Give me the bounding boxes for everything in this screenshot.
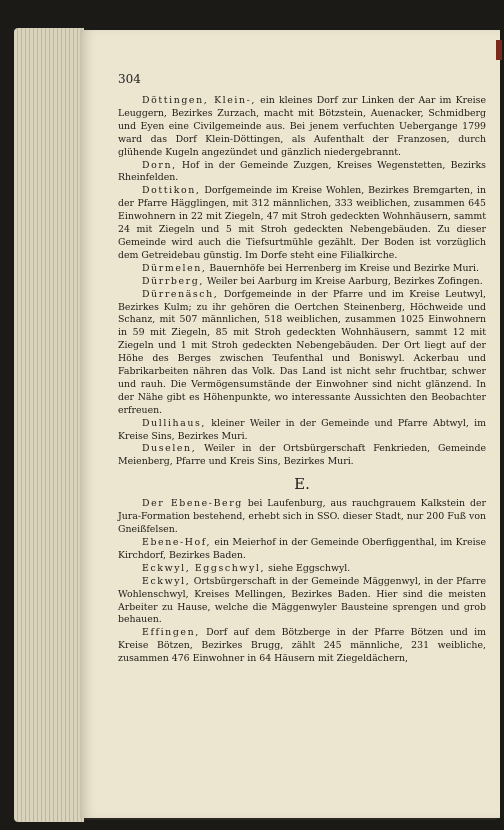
entry-headword: Eckwyl, Eggschwyl, bbox=[142, 562, 266, 574]
gazetteer-entry bbox=[118, 185, 486, 262]
entry-headword: Dorn, bbox=[142, 159, 177, 171]
entry-headword: Dürrenäsch, bbox=[142, 288, 219, 300]
gazetteer-entry bbox=[118, 498, 486, 537]
entry-body: Weiler bei Aarburg im Kreise Aarburg, Bezirkes Zofingen. bbox=[203, 275, 483, 287]
gazetteer-entry bbox=[118, 418, 486, 444]
gazetteer-text bbox=[118, 95, 486, 666]
entries-letter-e bbox=[118, 498, 486, 666]
entry-headword: Eckwyl, bbox=[142, 575, 191, 587]
entry-headword: Döttingen, Klein-, bbox=[142, 95, 257, 106]
entries-letter-d bbox=[118, 95, 486, 469]
entry-body: ein Meierhof in der Gemeinde Oberfiggenthal, im Kreise Kirchdorf, Bezirkes Baden. bbox=[118, 537, 486, 561]
gazetteer-entry bbox=[118, 160, 486, 186]
page-edges-stack bbox=[14, 28, 84, 822]
entry-body: Bauernhöfe bei Herrenberg im Kreise und Bezirke Muri. bbox=[206, 262, 479, 274]
gazetteer-entry bbox=[118, 537, 486, 563]
entry-body: kleiner Weiler in der Gemeinde und Pfarre Abtwyl, im Kreise Sins, Bezirkes Muri. bbox=[118, 417, 486, 442]
bookmark-ribbon bbox=[496, 40, 502, 60]
gazetteer-entry bbox=[118, 276, 486, 289]
entry-body: Dorfgemeinde in der Pfarre und im Kreise Leutwyl, Bezirkes Kulm; zu ihr gehören die Oertchen Steinenberg, Höchweide und Schanz, mit 507 männlichen, 518 weiblichen, zusammen 1025 Einwohnern in 59 mit Ziegeln, 85 mit Stroh gedeckten Wohnhäusern, sammt 12 mit Ziegeln und 1 mit Stroh gedeckten Nebengebäuden. Der Ort liegt auf der Höhe des Berges zwischen Teufenthal und Boniswyl. Ackerbau und Fabrikarbeiten nähren das Volk. Das Land ist nicht sehr fruchtbar, schwer und rauh. Die Vermögensumstände der Einwohner sind nicht glänzend. In der Nähe gibt es Höhenpunkte, wo interessante Aussichten den Beobachter erfreuen. bbox=[118, 288, 486, 416]
entry-headword: Ebene-Hof, bbox=[142, 537, 212, 548]
entry-body: Dorfgemeinde im Kreise Wohlen, Bezirkes Bremgarten, in der Pfarre Hägglingen, mit 312 männlichen, 333 weiblichen, zusammen 645 Einwohnern in 22 mit Ziegeln, 47 mit Stroh gedeckten Wohnhäusern, sammt 24 mit Ziegeln und 5 mit Stroh gedeckten Nebengebäuden. Zu dieser Gemeinde wird auch die Tiefsurtmühle gezählt. Der Boden ist vorzüglich dem Getreidebau günstig. Im Dorfe steht eine Filialkirche. bbox=[118, 185, 486, 261]
section-letter-heading: E. bbox=[294, 475, 310, 494]
entry-headword: Der Ebene-Berg bbox=[142, 498, 243, 510]
entry-body: Hof in der Gemeinde Zuzgen, Kreises Wegenstetten, Bezirks Rheinfelden. bbox=[118, 159, 486, 184]
gazetteer-entry bbox=[118, 263, 486, 276]
entry-body: Dorf auf dem Bötzberge in der Pfarre Bötzen und im Kreise Bötzen, Bezirkes Brugg, zählt 245 männliche, 231 weibliche, zusammen 476 Einwohner in 64 Häusern mit Ziegeldächern, bbox=[118, 627, 486, 665]
entry-headword: Dullihaus, bbox=[142, 417, 207, 429]
gazetteer-entry bbox=[118, 95, 486, 160]
entry-headword: Dürmelen, bbox=[142, 262, 207, 274]
entry-body: bei Laufenburg, aus rauchgrauem Kalkstein der Jura-Formation bestehend, erhebt sich in SSO. dieser Stadt, nur 200 Fuß von Gneißfelsen. bbox=[118, 498, 486, 536]
entry-headword: Dürrberg, bbox=[142, 275, 204, 287]
entry-headword: Duselen, bbox=[142, 443, 197, 455]
entry-headword: Dottikon, bbox=[142, 185, 201, 197]
gazetteer-entry bbox=[118, 563, 486, 576]
entry-body: Ortsbürgerschaft in der Gemeinde Mäggenwyl, in der Pfarre Wohlenschwyl, Kreises Mellingen, Bezirkes Baden. Hier sind die meisten Arbeiter zu Hause, welche die Mäggenwyler Bausteine sprengen und grob behauen. bbox=[118, 575, 486, 626]
page-number: 304 bbox=[118, 72, 141, 86]
gazetteer-entry bbox=[118, 289, 486, 418]
gazetteer-entry bbox=[118, 576, 486, 628]
entry-headword: Effingen, bbox=[142, 627, 200, 639]
gazetteer-entry bbox=[118, 627, 486, 666]
entry-body: ein kleines Dorf zur Linken der Aar im Kreise Leuggern, Bezirkes Zurzach, macht mit Bötzstein, Auenacker, Schmidberg und Eyen eine Civilgemeinde aus. Bei jenem verfuchten Uebergange 1799 ward das Dorf Klein-Döttingen, als Aufenthalt der Franzosen, durch glühende Kugeln angezündet und gänzlich niedergebrannt. bbox=[118, 95, 486, 158]
entry-body: Weiler in der Ortsbürgerschaft Fenkrieden, Gemeinde Meienberg, Pfarre und Kreis Sins, Bezirkes Muri. bbox=[118, 443, 486, 468]
entry-body: siehe Eggschwyl. bbox=[265, 562, 351, 574]
gazetteer-entry bbox=[118, 443, 486, 469]
